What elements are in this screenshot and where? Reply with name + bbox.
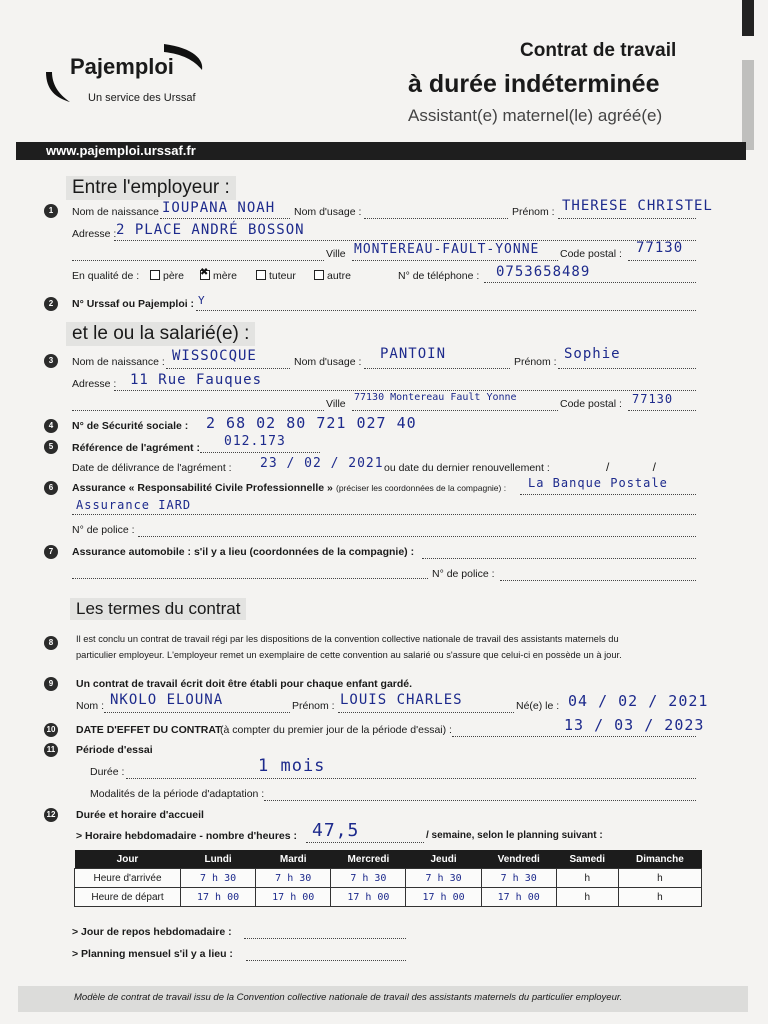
schedule-table — [74, 850, 702, 907]
employee-auto-police-label: N° de police : — [432, 568, 495, 580]
line — [72, 578, 428, 579]
line — [196, 310, 696, 311]
line — [422, 558, 696, 559]
line — [126, 778, 696, 779]
employer-cp-label: Code postal : — [560, 248, 622, 260]
col-header: Jour — [75, 850, 181, 869]
cell-depart[interactable]: 17 h 00 — [481, 888, 556, 907]
line — [200, 452, 320, 453]
item-number-3: 3 — [44, 354, 58, 368]
qualite-option-tuteur[interactable] — [256, 270, 296, 282]
child-ne-value: 04 / 02 / 2021 — [568, 692, 709, 710]
title-line3: Assistant(e) maternel(le) agréé(e) — [408, 106, 663, 125]
employee-nom-usage-label: Nom d'usage : — [294, 356, 362, 368]
cell-depart[interactable]: 17 h 00 — [406, 888, 481, 907]
line — [72, 260, 324, 261]
checkbox-tuteur[interactable] — [256, 270, 266, 280]
line — [166, 368, 290, 369]
line — [72, 514, 696, 515]
employee-delivrance-value: 23 / 02 / 2021 — [260, 456, 384, 471]
item-number-10: 10 — [44, 723, 58, 737]
cell-arrivee[interactable]: 7 h 30 — [331, 869, 406, 888]
item-number-1: 1 — [44, 204, 58, 218]
cell-arrivee[interactable]: h — [556, 869, 618, 888]
terms-p8-line2: particulier employeur. L'employeur remet un exemplaire de cette convention au salarié ou s'assure que celui-ci en possède un à jour. — [76, 650, 622, 660]
line — [138, 536, 696, 537]
employee-secu-label: N° de Sécurité sociale : — [72, 420, 189, 432]
title-line2: à durée indéterminée — [408, 70, 660, 98]
child-ne-label: Né(e) le : — [516, 700, 560, 712]
cell-arrivee[interactable]: 7 h 30 — [181, 869, 256, 888]
checkbox-mere-checked[interactable] — [200, 270, 210, 280]
col-header: Jeudi — [406, 850, 481, 869]
employee-prenom-label: Prénom : — [514, 356, 557, 368]
line — [452, 736, 696, 737]
item-number-2: 2 — [44, 297, 58, 311]
table-row — [75, 888, 702, 907]
line — [114, 240, 696, 241]
employer-nom-naissance-label: Nom de naissance — [72, 206, 159, 218]
option-label: tuteur — [269, 270, 296, 282]
cell-arrivee[interactable]: 7 h 30 — [406, 869, 481, 888]
essai-label: Période d'essai — [76, 744, 153, 756]
effet-hint: (à compter du premier jour de la période d'essai) : — [220, 724, 452, 736]
employee-renouvellement-label: ou date du dernier renouvellement : — [384, 462, 550, 474]
employer-nom-usage-label: Nom d'usage : — [294, 206, 362, 218]
child-nom-value: NKOLO ELOUNA — [110, 692, 224, 708]
employer-nom-naissance-value: IOUPANA NOAH — [162, 200, 276, 216]
employee-agrement-value: 012.173 — [224, 434, 286, 449]
item-number-9: 9 — [44, 677, 58, 691]
line — [114, 390, 696, 391]
employee-cp-value: 77130 — [632, 392, 674, 406]
employee-assurance-rc-label: Assurance « Responsabilité Civile Professionnelle » — [72, 482, 333, 494]
terms-section-title: Les termes du contrat — [70, 598, 246, 620]
employer-prenom-label: Prénom : — [512, 206, 555, 218]
cell-arrivee[interactable]: h — [618, 869, 701, 888]
line — [500, 580, 696, 581]
duree-value: 1 mois — [258, 756, 326, 776]
title-line1: Contrat de travail — [520, 40, 677, 61]
option-label: père — [163, 270, 185, 282]
child-nom-label: Nom : — [76, 700, 105, 712]
child-prenom-value: LOUIS CHARLES — [340, 692, 463, 708]
hebdo-value: 47,5 — [312, 820, 360, 841]
item-number-11: 11 — [44, 743, 58, 757]
employee-auto-label: Assurance automobile : s'il y a lieu (coordonnées de la compagnie) : — [72, 546, 415, 558]
employee-agrement-label: Référence de l'agrément : — [72, 442, 200, 454]
row-label-depart: Heure de départ — [75, 888, 181, 907]
option-label: autre — [327, 270, 351, 282]
line — [246, 960, 406, 961]
adaptation-label: Modalités de la période d'adaptation : — [90, 788, 265, 800]
cell-depart[interactable]: 17 h 00 — [181, 888, 256, 907]
item-number-12: 12 — [44, 808, 58, 822]
employer-adresse-value: 2 PLACE ANDRÉ BOSSON — [116, 222, 305, 238]
effet-value: 13 / 03 / 2023 — [564, 716, 705, 734]
line — [264, 800, 696, 801]
checkbox-autre[interactable] — [314, 270, 324, 280]
horaire-title: Durée et horaire d'accueil — [76, 809, 204, 821]
repos-label: > Jour de repos hebdomadaire : — [72, 926, 232, 938]
line — [160, 218, 290, 219]
terms-p8-line1: Il est conclu un contrat de travail régi par les dispositions de la convention collective nationale de travail des assistants maternels du — [76, 634, 619, 644]
line — [72, 410, 324, 411]
employer-cp-value: 77130 — [636, 240, 684, 256]
cell-depart[interactable]: 17 h 00 — [256, 888, 331, 907]
footer-text: Modèle de contrat de travail issu de la Convention collective nationale de travail des assistants maternels du particulier employeur. — [74, 992, 623, 1003]
employee-ville-label: Ville — [326, 398, 346, 410]
terms-p9-title: Un contrat de travail écrit doit être établi pour chaque enfant gardé. — [76, 678, 413, 690]
employer-ville-value: MONTEREAU-FAULT-YONNE — [354, 242, 540, 257]
employer-ville-label: Ville — [326, 248, 346, 260]
line — [558, 368, 696, 369]
duree-label: Durée : — [90, 766, 125, 778]
row-label-arrivee: Heure d'arrivée — [75, 869, 181, 888]
line — [484, 282, 696, 283]
brand-name: Pajemploi — [70, 54, 174, 79]
col-header: Vendredi — [481, 850, 556, 869]
page-edge-band — [742, 60, 754, 150]
employee-adresse-label: Adresse : — [72, 378, 117, 390]
employee-nom-naissance-value: WISSOCQUE — [172, 348, 257, 364]
checkbox-pere[interactable] — [150, 270, 160, 280]
cell-arrivee[interactable]: 7 h 30 — [256, 869, 331, 888]
cell-depart[interactable]: h — [618, 888, 701, 907]
cell-depart[interactable]: 17 h 00 — [331, 888, 406, 907]
line — [558, 218, 696, 219]
website-bar — [16, 142, 746, 160]
brand-subtitle: Un service des Urssaf — [88, 92, 196, 104]
col-header: Mardi — [256, 850, 331, 869]
employee-renouvellement-value: / / — [606, 460, 677, 474]
item-number-4: 4 — [44, 419, 58, 433]
line — [364, 218, 508, 219]
employee-assurance-rc-value2: Assurance IARD — [76, 498, 192, 512]
item-number-7: 7 — [44, 545, 58, 559]
qualite-option-autre[interactable] — [314, 270, 351, 282]
employer-urssaf-label: N° Urssaf ou Pajemploi : — [72, 298, 195, 310]
line — [306, 842, 424, 843]
page-edge — [742, 0, 754, 36]
line — [628, 410, 696, 411]
line — [244, 938, 406, 939]
employer-prenom-value: THERESE CHRISTEL — [562, 198, 713, 214]
hebdo-suffix: / semaine, selon le planning suivant : — [426, 830, 603, 841]
table-header-row — [75, 850, 702, 869]
item-number-8: 8 — [44, 636, 58, 650]
line — [628, 260, 696, 261]
line — [364, 368, 510, 369]
line — [520, 494, 696, 495]
table-row — [75, 869, 702, 888]
line — [352, 410, 558, 411]
line — [104, 712, 290, 713]
hebdo-label: > Horaire hebdomadaire - nombre d'heures : — [76, 830, 298, 842]
employee-nom-usage-value: PANTOIN — [380, 346, 447, 362]
col-header: Mercredi — [331, 850, 406, 869]
employee-section-title: et le ou la salarié(e) : — [66, 322, 255, 346]
employer-tel-value: 0753658489 — [496, 264, 591, 280]
col-header: Samedi — [556, 850, 618, 869]
website-url: www.pajemploi.urssaf.fr — [46, 143, 196, 158]
employer-section-title: Entre l'employeur : — [66, 176, 236, 200]
line — [352, 260, 558, 261]
qualite-option-mere[interactable] — [200, 270, 237, 282]
employee-ville-value: 77130 Montereau Fault Yonne — [354, 392, 517, 403]
employee-police-label: N° de police : — [72, 524, 135, 536]
item-number-6: 6 — [44, 481, 58, 495]
employee-cp-label: Code postal : — [560, 398, 622, 410]
cell-arrivee[interactable]: 7 h 30 — [481, 869, 556, 888]
employer-urssaf-value: Y — [198, 294, 206, 307]
col-header: Lundi — [181, 850, 256, 869]
employer-tel-label: N° de téléphone : — [398, 270, 480, 282]
effet-label: DATE D'EFFET DU CONTRAT — [76, 724, 222, 736]
employer-adresse-label: Adresse : — [72, 228, 117, 240]
line — [338, 712, 514, 713]
cell-depart[interactable]: h — [556, 888, 618, 907]
col-header: Dimanche — [618, 850, 701, 869]
employee-adresse-value: 11 Rue Fauques — [130, 372, 263, 388]
employer-qualite-label: En qualité de : — [72, 270, 140, 282]
planning-label: > Planning mensuel s'il y a lieu : — [72, 948, 233, 960]
option-label: mère — [213, 270, 237, 282]
employee-prenom-value: Sophie — [564, 346, 621, 362]
footer-band — [18, 986, 748, 1012]
employee-assurance-rc-value1: La Banque Postale — [528, 476, 668, 490]
employee-secu-value: 2 68 02 80 721 027 40 — [206, 414, 417, 432]
qualite-option-pere[interactable] — [150, 270, 184, 282]
employee-delivrance-label: Date de délivrance de l'agrément : — [72, 462, 232, 474]
employee-assurance-rc-hint: (préciser les coordonnées de la compagnie) : — [336, 483, 507, 493]
pajemploi-logo — [44, 40, 214, 110]
employee-nom-naissance-label: Nom de naissance : — [72, 356, 165, 368]
child-prenom-label: Prénom : — [292, 700, 335, 712]
item-number-5: 5 — [44, 440, 58, 454]
